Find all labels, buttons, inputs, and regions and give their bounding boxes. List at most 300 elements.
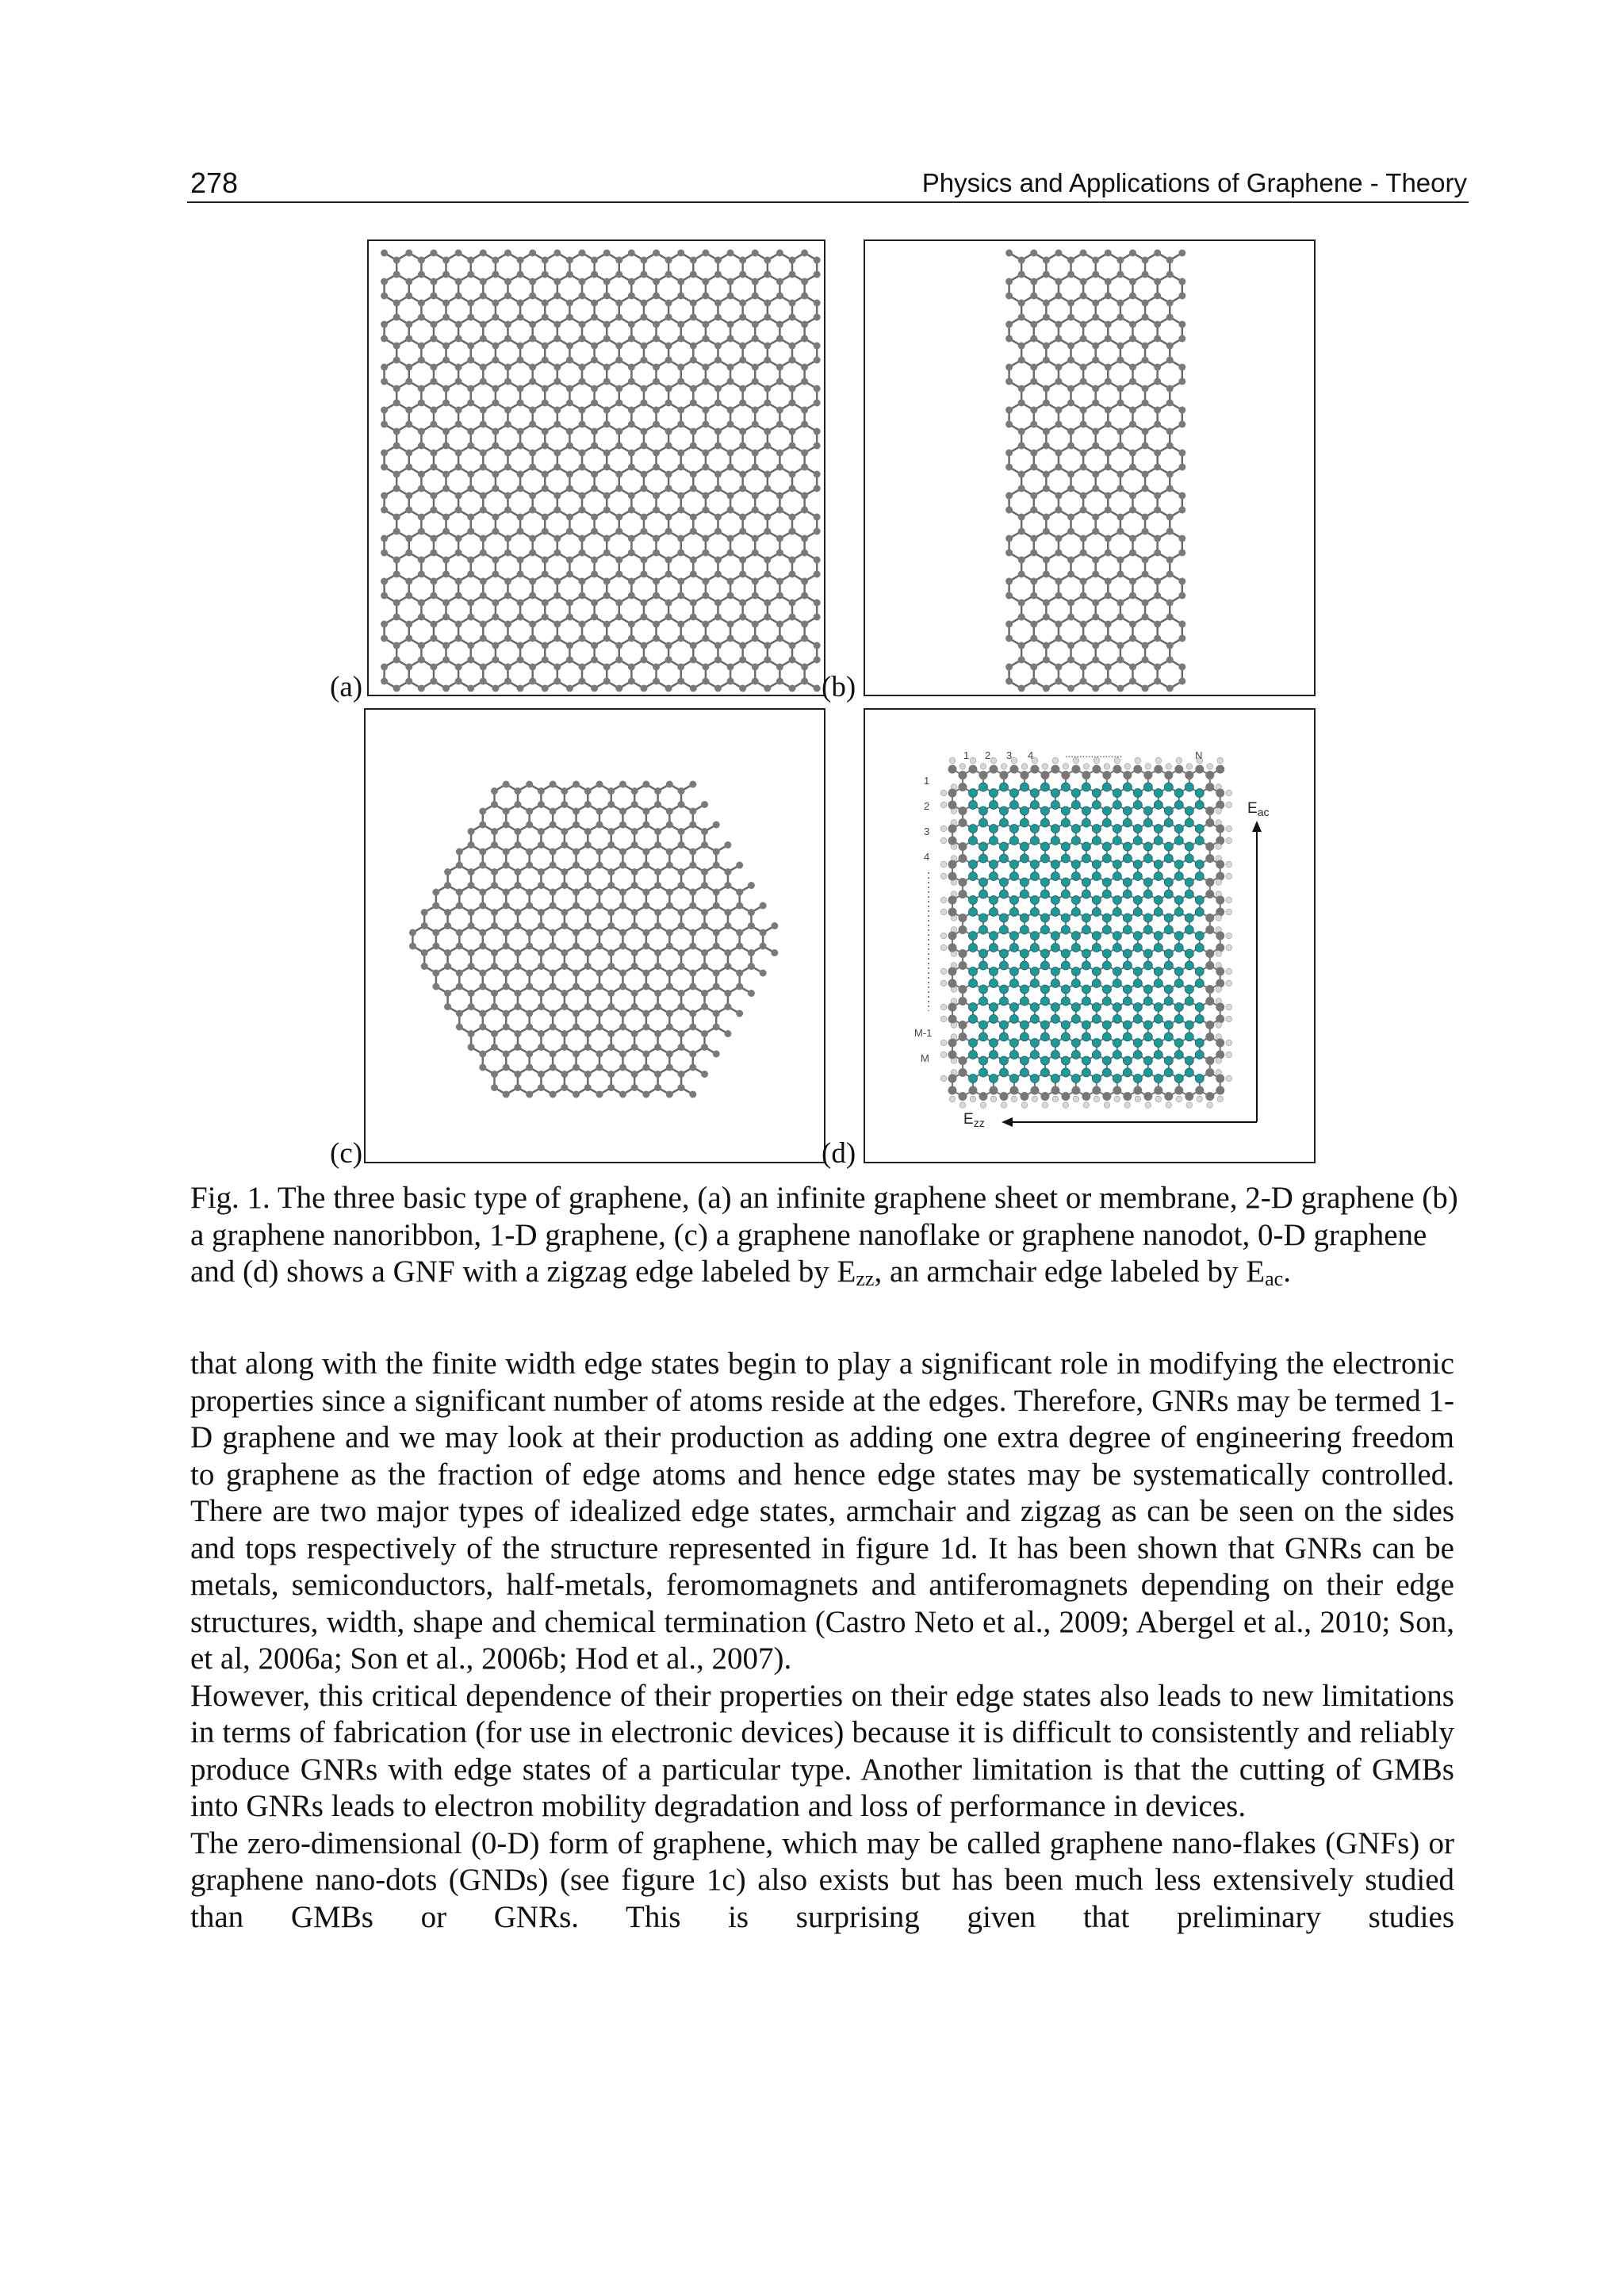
atom	[752, 664, 759, 671]
atom	[631, 1003, 638, 1010]
atom	[1178, 550, 1185, 557]
atom	[801, 578, 808, 585]
atom	[752, 535, 759, 542]
atom	[607, 882, 615, 889]
edge-carbon-atom	[1164, 771, 1173, 780]
edge-carbon-atom	[1143, 771, 1152, 780]
atom	[789, 471, 796, 478]
atom	[724, 922, 731, 929]
atom	[690, 685, 697, 692]
carbon-atom	[1071, 872, 1080, 881]
carbon-atom	[1174, 896, 1183, 905]
carbon-atom	[1030, 789, 1039, 798]
atom	[1030, 550, 1037, 557]
atom	[603, 450, 611, 457]
carbon-atom	[1154, 908, 1162, 917]
edge-carbon-atom	[1092, 765, 1101, 774]
carbon-atom	[1092, 967, 1101, 976]
carbon-atom	[979, 949, 987, 958]
hydrogen-atom	[1032, 1096, 1038, 1102]
atom	[653, 664, 660, 671]
carbon-atom	[989, 944, 998, 952]
edge-carbon-atom	[1205, 961, 1214, 970]
atom	[542, 642, 549, 649]
atom	[1018, 314, 1025, 321]
atom	[677, 378, 684, 385]
atom	[1080, 293, 1087, 300]
edge-carbon-atom	[1205, 806, 1214, 815]
carbon-atom	[1009, 837, 1018, 845]
atom	[468, 882, 475, 889]
carbon-atom	[1009, 789, 1018, 798]
atom	[615, 571, 622, 578]
atom	[455, 535, 462, 542]
atom	[1166, 557, 1174, 564]
atom	[801, 335, 808, 343]
atom	[503, 983, 510, 990]
atom	[553, 635, 561, 642]
atom	[517, 271, 524, 278]
atom	[702, 293, 709, 300]
carbon-atom	[1061, 1068, 1070, 1077]
atom	[764, 600, 771, 607]
atom	[381, 621, 388, 628]
carbon-atom	[1071, 944, 1080, 952]
atom	[579, 507, 586, 514]
atom	[678, 828, 685, 835]
atom	[814, 471, 821, 478]
atom	[727, 507, 734, 514]
atom	[640, 600, 647, 607]
atom	[405, 321, 412, 328]
atom	[1018, 685, 1025, 692]
atom	[689, 849, 696, 856]
atom	[430, 293, 437, 300]
atom	[1142, 271, 1149, 278]
atom	[789, 685, 796, 692]
atom	[430, 664, 437, 671]
armchair-arrowhead	[1252, 821, 1262, 832]
atom	[1142, 428, 1149, 435]
atom	[702, 664, 709, 671]
atom	[631, 882, 638, 889]
carbon-atom	[1185, 878, 1193, 887]
atom	[1142, 485, 1149, 492]
atom	[468, 1044, 475, 1051]
atom	[1018, 557, 1025, 564]
hydrogen-atom	[940, 790, 947, 796]
hydrogen-atom	[1145, 764, 1151, 770]
atom	[1043, 514, 1050, 521]
atom	[550, 929, 557, 937]
atom	[480, 407, 487, 414]
carbon-atom	[1164, 806, 1173, 815]
atom	[653, 535, 660, 542]
atom	[760, 970, 767, 977]
atom	[628, 464, 635, 471]
atom	[405, 335, 412, 343]
carbon-atom	[1133, 967, 1142, 976]
atom	[442, 385, 450, 393]
atom	[665, 271, 672, 278]
edge-carbon-atom	[1061, 771, 1070, 780]
atom	[752, 678, 759, 685]
carbon-atom	[1082, 842, 1090, 851]
atom	[1030, 592, 1037, 600]
carbon-atom	[1143, 985, 1152, 994]
carbon-atom	[1061, 1032, 1070, 1041]
atom	[789, 428, 796, 435]
carbon-atom	[1123, 961, 1132, 970]
atom	[677, 321, 684, 328]
atom	[689, 1051, 696, 1058]
carbon-atom	[1185, 997, 1193, 1006]
atom	[702, 250, 709, 257]
atom	[642, 902, 649, 910]
panel-label-a: (a)	[330, 671, 363, 703]
atom	[628, 421, 635, 428]
atom	[690, 257, 697, 264]
atom	[381, 492, 388, 500]
atom	[1166, 428, 1174, 435]
atom	[430, 364, 437, 371]
atom	[654, 882, 661, 889]
atom	[591, 614, 598, 621]
hydrogen-atom	[1166, 1102, 1172, 1109]
atom	[677, 621, 684, 628]
col-dots: ....................	[1065, 748, 1123, 760]
atom	[1043, 257, 1050, 264]
carbon-atom	[1082, 1068, 1090, 1077]
atom	[701, 1003, 708, 1010]
atom	[739, 528, 746, 535]
carbon-atom	[999, 878, 1008, 887]
col-label-n: N	[1195, 749, 1203, 761]
edge-carbon-atom	[948, 789, 957, 798]
caption-sub-zz: zz	[856, 1267, 875, 1290]
atom	[444, 909, 451, 916]
atom	[1178, 578, 1185, 585]
atom	[739, 442, 746, 450]
atom	[1043, 685, 1050, 692]
carbon-atom	[1051, 1039, 1059, 1048]
atom	[764, 400, 771, 407]
atom	[654, 787, 661, 795]
atom	[514, 949, 521, 956]
atom	[430, 592, 437, 600]
carbon-atom	[968, 801, 977, 810]
edge-carbon-atom	[948, 801, 957, 810]
atom	[1043, 400, 1050, 407]
atom	[628, 507, 635, 514]
atom	[503, 943, 510, 950]
atom	[480, 321, 487, 328]
atom	[553, 364, 561, 371]
atom	[678, 949, 685, 956]
atom	[1178, 664, 1185, 671]
atom	[603, 492, 611, 500]
edge-carbon-atom	[958, 890, 967, 898]
atom	[1018, 571, 1025, 578]
atom	[550, 1091, 557, 1098]
hydrogen-atom	[1176, 757, 1182, 764]
carbon-atom	[1123, 783, 1132, 791]
atom	[1067, 614, 1074, 621]
edge-carbon-atom	[1205, 878, 1214, 887]
atom	[430, 450, 437, 457]
carbon-atom	[1185, 806, 1193, 815]
carbon-atom	[1030, 1015, 1039, 1024]
atom	[690, 557, 697, 564]
atom	[665, 385, 672, 393]
atom	[1178, 678, 1185, 685]
atom	[1116, 343, 1124, 350]
atom	[1154, 407, 1161, 414]
atom	[393, 557, 400, 564]
atom	[689, 943, 696, 950]
atom	[1092, 400, 1099, 407]
atom	[503, 849, 510, 856]
atom	[1067, 557, 1074, 564]
hydrogen-atom	[1216, 1058, 1222, 1064]
atom	[653, 464, 660, 471]
atom	[801, 278, 808, 285]
atom	[689, 1024, 696, 1031]
atom	[748, 990, 755, 997]
atom	[702, 450, 709, 457]
atom	[666, 781, 673, 788]
atom	[553, 378, 561, 385]
atom	[1154, 293, 1161, 300]
atom	[607, 841, 615, 849]
atom	[455, 364, 462, 371]
atom	[393, 343, 400, 350]
atom	[801, 678, 808, 685]
carbon-atom	[1123, 806, 1132, 815]
carbon-atom	[1030, 1039, 1039, 1048]
atom	[479, 808, 486, 815]
atom	[1166, 271, 1174, 278]
atom	[642, 862, 649, 869]
atom	[442, 485, 450, 492]
atom	[631, 787, 638, 795]
atom	[442, 657, 450, 664]
atom	[504, 535, 511, 542]
atom	[480, 578, 487, 585]
atom	[678, 1044, 685, 1051]
carbon-atom	[1123, 997, 1132, 1006]
atom	[619, 970, 626, 977]
atom	[442, 442, 450, 450]
atom	[418, 428, 425, 435]
carbon-atom	[1133, 1015, 1142, 1024]
edge-carbon-atom	[1071, 765, 1080, 774]
atom	[739, 357, 746, 364]
atom	[514, 801, 521, 808]
hydrogen-atom	[1135, 1096, 1141, 1102]
atom	[702, 364, 709, 371]
atom	[393, 357, 400, 364]
atom	[607, 1003, 615, 1010]
atom	[801, 250, 808, 257]
hydrogen-atom	[1155, 757, 1162, 764]
hydrogen-atom	[1124, 1102, 1131, 1109]
atom	[713, 1024, 720, 1031]
atom	[607, 787, 615, 795]
atom	[1067, 385, 1074, 393]
atom	[579, 293, 586, 300]
atom	[455, 278, 462, 285]
atom	[1067, 442, 1074, 450]
atom	[724, 909, 731, 916]
atom	[603, 407, 611, 414]
atom	[1142, 471, 1149, 478]
atom	[514, 828, 521, 835]
atom	[653, 492, 660, 500]
hydrogen-atom	[1135, 757, 1141, 764]
col-label-3: 3	[1006, 749, 1013, 761]
atom	[666, 849, 673, 856]
hydrogen-atom	[1207, 1102, 1213, 1109]
atom	[666, 943, 673, 950]
atom	[467, 642, 474, 649]
atom	[526, 1024, 533, 1031]
atom	[1178, 450, 1185, 457]
atom	[503, 808, 510, 815]
atom	[653, 507, 660, 514]
carbon-atom	[1174, 860, 1183, 869]
atom	[405, 678, 412, 685]
atom	[615, 314, 622, 321]
atom	[628, 335, 635, 343]
atom	[814, 385, 821, 393]
atom	[584, 882, 592, 889]
atom	[1043, 357, 1050, 364]
hydrogen-atom	[970, 1096, 976, 1102]
atom	[492, 442, 499, 450]
carbon-atom	[1174, 1075, 1183, 1083]
carbon-atom	[1092, 908, 1101, 917]
atom	[690, 428, 697, 435]
edge-carbon-atom	[958, 842, 967, 851]
atom	[561, 1003, 568, 1010]
edge-carbon-atom	[999, 1092, 1008, 1101]
edge-carbon-atom	[1174, 765, 1183, 774]
atom	[542, 442, 549, 450]
atom	[714, 557, 722, 564]
atom	[1116, 314, 1124, 321]
atom	[690, 514, 697, 521]
atom	[1116, 442, 1124, 450]
carbon-atom	[979, 890, 987, 898]
carbon-atom	[1164, 854, 1173, 863]
atom	[665, 471, 672, 478]
atom	[1018, 343, 1025, 350]
atom	[491, 841, 498, 849]
atom	[607, 868, 615, 875]
atom	[517, 485, 524, 492]
atom	[801, 321, 808, 328]
carbon-atom	[1123, 925, 1132, 934]
atom	[444, 990, 451, 997]
atom	[665, 557, 672, 564]
atom	[603, 335, 611, 343]
carbon-atom	[1143, 925, 1152, 934]
atom	[529, 250, 536, 257]
atom	[1018, 442, 1025, 450]
atom	[517, 257, 524, 264]
atom	[678, 990, 685, 997]
atom	[640, 442, 647, 450]
carbon-atom	[1061, 985, 1070, 994]
carbon-atom	[1113, 967, 1121, 976]
atom	[642, 781, 649, 788]
atom	[1129, 550, 1136, 557]
atom	[542, 471, 549, 478]
atom	[1067, 571, 1074, 578]
atom	[430, 550, 437, 557]
atom	[1080, 507, 1087, 514]
atom	[468, 963, 475, 970]
atom	[517, 357, 524, 364]
atom	[405, 507, 412, 514]
carbon-atom	[1143, 1056, 1152, 1065]
atom	[1005, 378, 1013, 385]
edge-carbon-atom	[948, 860, 957, 869]
atom	[405, 664, 412, 671]
atom	[529, 635, 536, 642]
atom	[1018, 614, 1025, 621]
carbon-atom	[1051, 825, 1059, 833]
carbon-atom	[979, 806, 987, 815]
hydrogen-atom	[940, 802, 947, 808]
atom	[442, 528, 450, 535]
atom	[1030, 335, 1037, 343]
atom	[776, 592, 783, 600]
atom	[1116, 571, 1124, 578]
atom	[619, 902, 626, 910]
atom	[776, 335, 783, 343]
atom	[561, 963, 568, 970]
carbon-atom	[1102, 818, 1111, 827]
carbon-atom	[968, 908, 977, 917]
atom	[467, 471, 474, 478]
edge-carbon-atom	[948, 896, 957, 905]
carbon-atom	[1123, 818, 1132, 827]
atom	[480, 450, 487, 457]
atom	[1055, 635, 1062, 642]
atom	[491, 990, 498, 997]
atom	[1092, 528, 1099, 535]
edge-carbon-atom	[1061, 1092, 1070, 1101]
col-label-1: 1	[963, 749, 970, 761]
atom	[517, 685, 524, 692]
atom	[418, 485, 425, 492]
atom	[405, 364, 412, 371]
carbon-atom	[1185, 783, 1193, 791]
atom	[1030, 321, 1037, 328]
atom	[538, 1084, 545, 1091]
atom	[517, 314, 524, 321]
carbon-atom	[1195, 1039, 1204, 1048]
atom	[631, 990, 638, 997]
carbon-atom	[1174, 908, 1183, 917]
atom	[566, 514, 573, 521]
atom	[1116, 600, 1124, 607]
atom	[591, 471, 598, 478]
carbon-atom	[1061, 878, 1070, 887]
carbon-atom	[1113, 1075, 1121, 1083]
